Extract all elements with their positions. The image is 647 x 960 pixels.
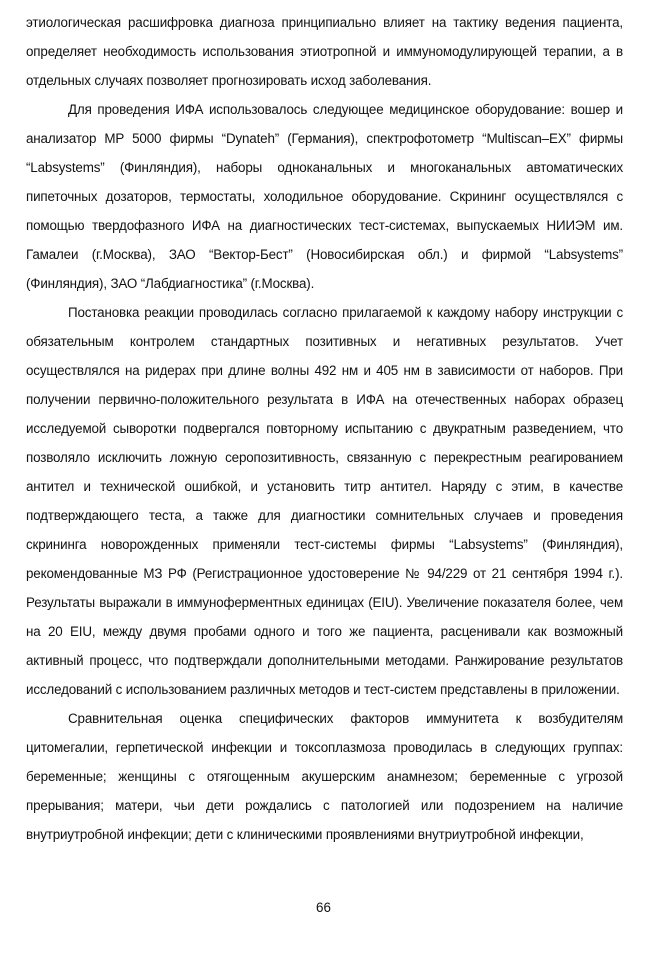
paragraph-2: Для проведения ИФА использовалось следующее медицинское оборудование: вошер и анализатор MP 5000 фирмы “Dynateh” (Германия), спектрофотометр “Multiscan–EX” фирмы “Labsystems” (Финляндия), наборы одноканальных и многоканальных автоматических пипеточных дозаторов, термостаты, холодильное оборудование. Скрининг осуществлялся с помощью твердофазного ИФА на диагностических тест-системах, выпускаемых НИИЭМ им. Гамалеи (г.Москва), ЗАО “Вектор-Бест” (Новосибирская обл.) и фирмой “Labsystems” (Финляндия), ЗАО “Лабдиагностика” (г.Москва).	[26, 102, 623, 291]
paragraph-3: Постановка реакции проводилась согласно прилагаемой к каждому набору инструкции с обязательным контролем стандартных позитивных и негативных результатов. Учет осуществлялся на ридерах при длине волны 492 нм и 405 нм в зависимости от наборов. При получении первично-положительного результата в ИФА на отечественных наборах образец исследуемой сыворотки подвергался повторному испытанию с двукратным разведением, что позволяло исключить ложную серопозитивность, связанную с перекрестным реагированием антител и технической ошибкой, и установить титр антител. Наряду с этим, в качестве подтверждающего теста, а также для диагностики сомнительных случаев и проведения скрининга новорожденных применяли тест-системы фирмы “Labsystems” (Финляндия), рекомендованные МЗ РФ (Регистрационное удостоверение № 94/229 от 21 сентября 1994 г.). Результаты выражали в иммуноферментных единицах (EIU). Увеличение показателя более, чем на 20 EIU, между двумя пробами одного и того же пациента, расценивали как возможный активный процесс, что подтверждали дополнительными методами. Ранжирование результатов исследований с использованием различных методов и тест-систем представлены в приложении.	[26, 305, 623, 697]
paragraph-1: этиологическая расшифровка диагноза принципиально влияет на тактику ведения пациента, определяет необходимость использования этиотропной и иммуномодулирующей терапии, а в отдельных случаях позволяет прогнозировать исход заболевания.	[26, 15, 623, 88]
paragraph-4: Сравнительная оценка специфических факторов иммунитета к возбудителям цитомегалии, герпетической инфекции и токсоплазмоза проводилась в следующих группах: беременные; женщины с отягощенным акушерским анамнезом; беременные с угрозой прерывания; матери, чьи дети рождались с патологией или подозрением на наличие внутриутробной инфекции; дети с клиническими проявлениями внутриутробной инфекции,	[26, 711, 623, 842]
body-text	[26, 8, 623, 849]
page-number: 66	[316, 900, 331, 915]
